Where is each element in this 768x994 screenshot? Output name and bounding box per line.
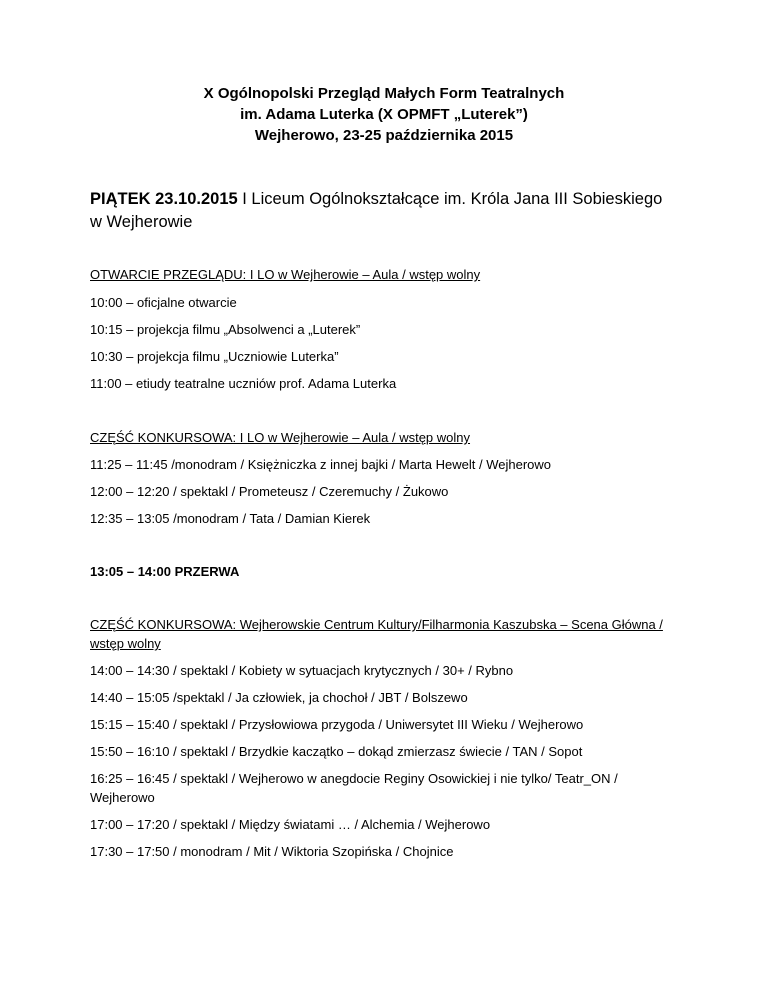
list-item: 10:00 – oficjalne otwarcie [90, 295, 237, 310]
list-item: 14:00 – 14:30 / spektakl / Kobiety w sytuacjach krytycznych / 30+ / Rybno [90, 663, 514, 678]
title-line-1: X Ogólnopolski Przegląd Małych Form Teatralnych [203, 85, 565, 102]
day-heading-venue: I Liceum Ogólnokształcące im. Króla Jana III Sobieskiego w Wejherowie [90, 190, 663, 231]
list-item: 17:30 – 17:50 / monodram / Mit / Wiktoria Szopińska / Chojnice [90, 844, 454, 859]
list-item: 14:40 – 15:05 /spektakl / Ja człowiek, ja chochoł / JBT / Bolszewo [90, 690, 468, 705]
list-item: 15:15 – 15:40 / spektakl / Przysłowiowa przygoda / Uniwersytet III Wieku / Wejherowo [90, 717, 584, 732]
section-heading-opening: OTWARCIE PRZEGLĄDU: I LO w Wejherowie – Aula / wstęp wolny [90, 267, 481, 282]
day-heading-date: PIĄTEK 23.10.2015 [90, 190, 238, 208]
day-heading [90, 188, 678, 234]
list-item: 16:25 – 16:45 / spektakl / Wejherowo w anegdocie Reginy Osowickiej i nie tylko/ Teatr_ON / Wejherowo [90, 771, 618, 805]
list-item: 11:00 – etiudy teatralne uczniów prof. Adama Luterka [90, 376, 397, 391]
section-heading-competition-wck: CZĘŚĆ KONKURSOWA: Wejherowskie Centrum Kultury/Filharmonia Kaszubska – Scena Główna / wstęp wolny [90, 617, 663, 651]
list-item: 10:15 – projekcja filmu „Absolwenci a „Luterek” [90, 322, 361, 337]
title-line-2: im. Adama Luterka (X OPMFT „Luterek”) [240, 106, 528, 123]
break-notice: 13:05 – 14:00 PRZERWA [90, 564, 240, 579]
list-item: 12:00 – 12:20 / spektakl / Prometeusz / Czeremuchy / Żukowo [90, 484, 449, 499]
list-item: 11:25 – 11:45 /monodram / Księżniczka z innej bajki / Marta Hewelt / Wejherowo [90, 457, 551, 472]
list-item: 10:30 – projekcja filmu „Uczniowie Luterka” [90, 349, 339, 364]
document-title [90, 83, 678, 146]
section-heading-competition-lo: CZĘŚĆ KONKURSOWA: I LO w Wejherowie – Aula / wstęp wolny [90, 430, 471, 445]
title-line-3: Wejherowo, 23-25 października 2015 [254, 127, 514, 144]
list-item: 15:50 – 16:10 / spektakl / Brzydkie kaczątko – dokąd zmierzasz świecie / TAN / Sopot [90, 744, 583, 759]
list-item: 17:00 – 17:20 / spektakl / Między światami … / Alchemia / Wejherowo [90, 817, 491, 832]
list-item: 12:35 – 13:05 /monodram / Tata / Damian Kierek [90, 511, 371, 526]
